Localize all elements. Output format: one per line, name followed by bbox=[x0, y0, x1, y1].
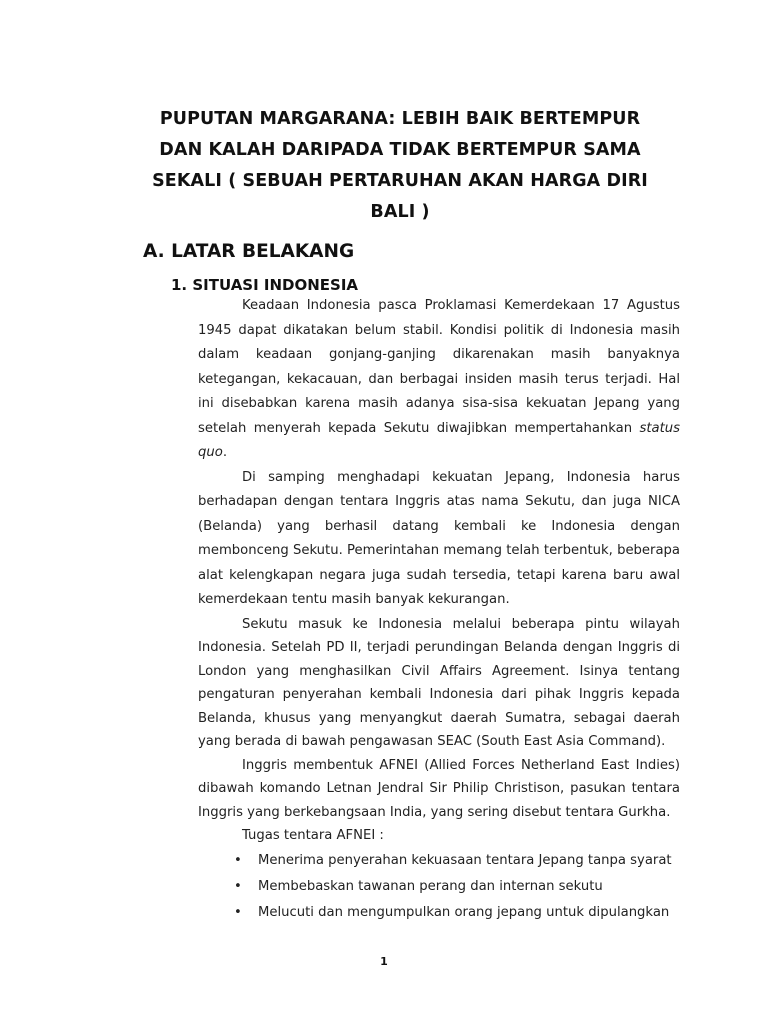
bullet-icon: • bbox=[234, 852, 242, 868]
subsection-heading: 1. SITUASI INDONESIA bbox=[171, 276, 359, 294]
bullet-icon: • bbox=[234, 904, 242, 920]
section-heading: A. LATAR BELAKANG bbox=[143, 241, 355, 262]
list-item bbox=[198, 848, 680, 874]
paragraph-4: Inggris membentuk AFNEI (Allied Forces Netherland East Indies) dibawah komando Letnan Jendral Sir Philip Christison, pasukan tentara Inggris yang berkebangsaan India, yang sering disebut tentara Gurkha. bbox=[198, 757, 680, 820]
list-item-text: Membebaskan tawanan perang dan internan sekutu bbox=[258, 878, 603, 894]
paragraph-3: Sekutu masuk ke Indonesia melalui beberapa pintu wilayah Indonesia. Setelah PD II, terjadi perundingan Belanda dengan Inggris di London yang menghasilkan Civil Affairs Agreement. Isinya tentang pengaturan penyerahan kembali Indonesia dari pihak Inggris kepada Belanda, khusus yang menyangkut daerah Sumatra, sebagai daerah yang berada di bawah pengawasan SEAC (South East Asia Command). bbox=[198, 616, 680, 749]
paragraph-1-text: Keadaan Indonesia pasca Proklamasi Kemerdekaan 17 Agustus 1945 dapat dikatakan belum stabil. Kondisi politik di Indonesia masih dalam keadaan gonjang-ganjing dikarenakan masih banyaknya ketegangan, kekacauan, dan berbagai insiden masih terus terjadi. Hal ini disebabkan karena masih adanya sisa-sisa kekuatan Jepang yang setelah menyerah kepada Sekutu diwajibkan mempertahankan bbox=[198, 298, 680, 436]
paragraph-2: Di samping menghadapi kekuatan Jepang, Indonesia harus berhadapan dengan tentara Inggris atas nama Sekutu, dan juga NICA (Belanda) yang berhasil datang kembali ke Indonesia dengan membonceng Sekutu. Pemerintahan memang telah terbentuk, beberapa alat kelengkapan negara juga sudah tersedia, tetapi karena baru awal kemerdekaan tentu masih banyak kekurangan. bbox=[198, 469, 680, 607]
paragraph-1-end: . bbox=[222, 445, 228, 460]
paragraph-1 bbox=[198, 294, 680, 466]
paragraph-5: Tugas tentara AFNEI : bbox=[242, 828, 384, 843]
list-item-text: Melucuti dan mengumpulkan orang jepang untuk dipulangkan bbox=[258, 904, 670, 920]
body-text bbox=[198, 294, 680, 926]
list-item bbox=[198, 900, 680, 926]
document-title: PUPUTAN MARGARANA: LEBIH BAIK BERTEMPUR DAN KALAH DARIPADA TIDAK BERTEMPUR SAMA SEKALI ( SEBUAH PERTARUHAN AKAN HARGA DIRI BALI ) bbox=[152, 109, 648, 222]
page-number: 1 bbox=[380, 955, 388, 968]
afnei-task-list bbox=[198, 848, 680, 926]
bullet-icon: • bbox=[234, 878, 242, 894]
status-quo-italic: status quo bbox=[198, 420, 680, 460]
list-item bbox=[198, 874, 680, 900]
list-item-text: Menerima penyerahan kekuasaan tentara Jepang tanpa syarat bbox=[258, 852, 672, 868]
